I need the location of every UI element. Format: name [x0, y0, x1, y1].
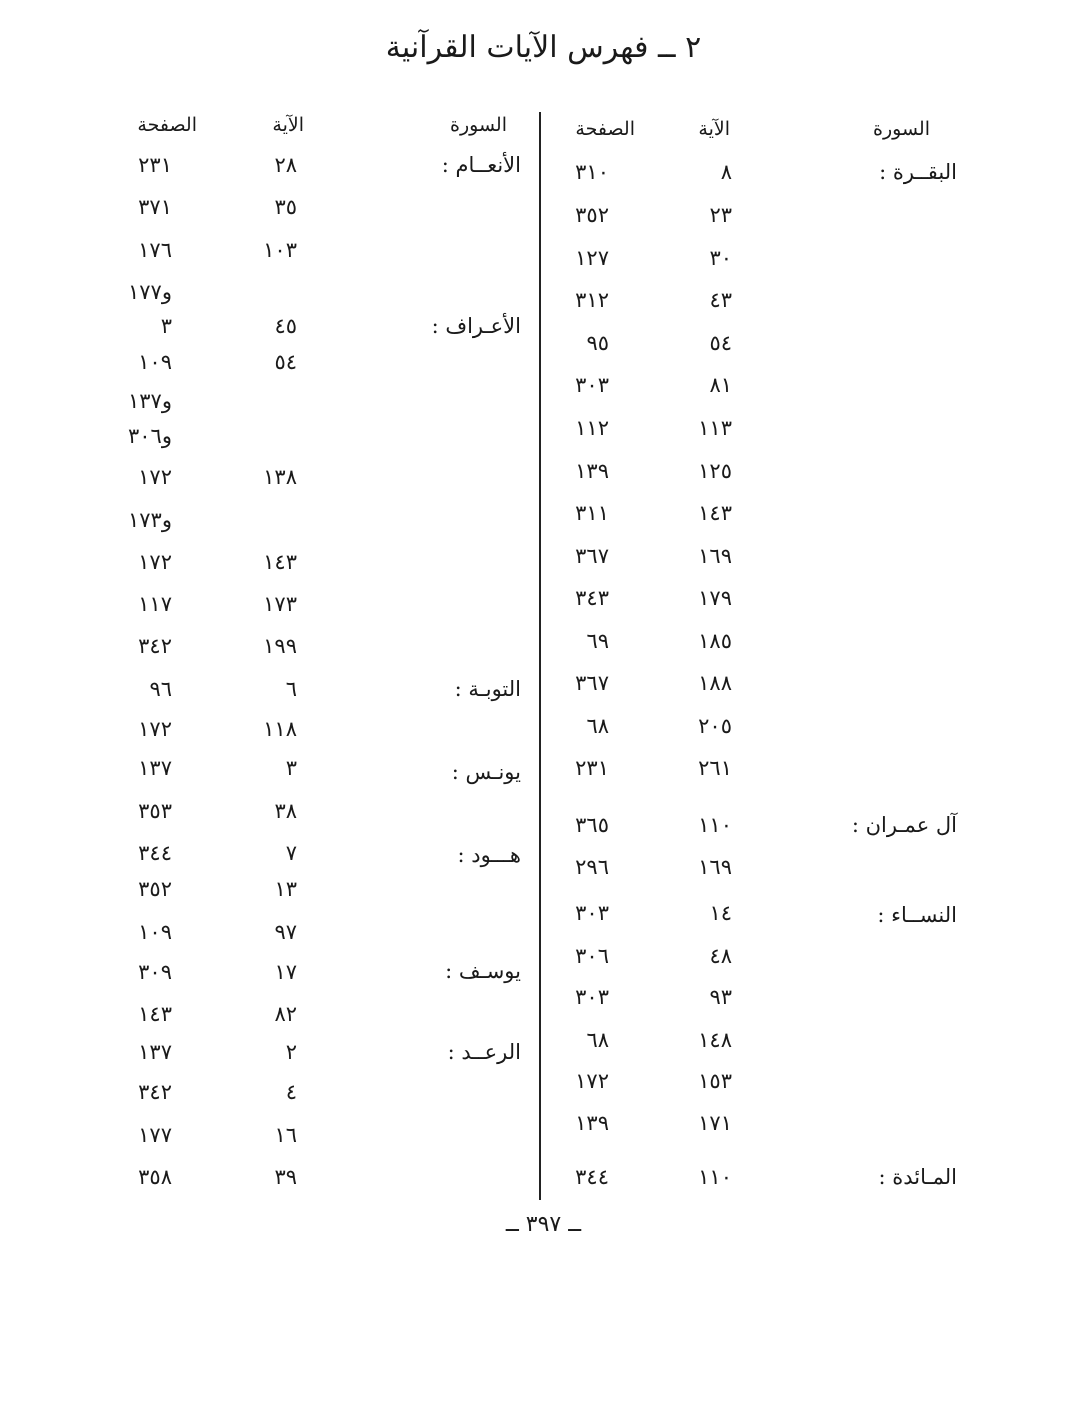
ayah-number: ٤: [285, 1080, 297, 1104]
page-number-cell: ١٧٢: [575, 1069, 609, 1093]
header-surah-right: السورة: [873, 118, 930, 140]
ayah-number: ١٤: [709, 901, 732, 925]
ayah-number: ١٢٥: [698, 459, 732, 483]
page-number-cell: ٣: [160, 314, 172, 338]
page-number-cell: ٦٩: [586, 629, 609, 653]
page-number-cell: و٣٠٦: [128, 424, 172, 448]
page-number-cell: ٣٠٣: [575, 901, 609, 925]
page-number-cell: ٩٥: [586, 331, 609, 355]
ayah-number: ١٧١: [698, 1111, 732, 1135]
page-number-cell: ٣١٢: [575, 288, 609, 312]
page-title: ٢ ــ فهرس الآيات القرآنية: [385, 30, 702, 65]
surah-name: البقــرة :: [879, 160, 957, 184]
ayah-number: ٢٣: [709, 203, 732, 227]
page-number-cell: ٣٠٣: [575, 985, 609, 1009]
ayah-number: ٨١: [709, 373, 732, 397]
ayah-number: ١٦٩: [698, 855, 732, 879]
page-number-cell: و١٣٧: [128, 389, 172, 413]
ayah-number: ١٧: [274, 960, 297, 984]
page-number-cell: ٣٥٢: [138, 877, 172, 901]
page-number-cell: ٣٠٦: [575, 944, 609, 968]
header-page-left: الصفحة: [137, 114, 197, 136]
ayah-number: ٢٨: [274, 153, 297, 177]
surah-name: الأنعــام :: [441, 153, 521, 177]
ayah-number: ١٤٨: [698, 1028, 732, 1052]
ayah-number: ٦: [285, 677, 297, 701]
page-number-cell: ٣٥٣: [138, 799, 172, 823]
page-number-cell: ١٣٧: [138, 1040, 172, 1064]
ayah-number: ٥٤: [709, 331, 732, 355]
page-number-cell: ١٣٧: [138, 756, 172, 780]
header-surah-left: السورة: [450, 114, 507, 136]
page-number-cell: ٣٧١: [138, 195, 172, 219]
surah-name: الرعــد :: [447, 1040, 521, 1064]
ayah-number: ١١٠: [698, 1165, 732, 1189]
ayah-number: ١٥٣: [698, 1069, 732, 1093]
page-number-cell: و١٧٣: [128, 508, 172, 532]
page-number-cell: ٣١٠: [575, 160, 609, 184]
page-number-cell: ٣٦٧: [575, 544, 609, 568]
surah-name: النســاء :: [877, 903, 957, 927]
page-number-cell: ٢٩٦: [575, 855, 609, 879]
ayah-number: ١٩٩: [263, 634, 297, 658]
ayah-number: ٨٢: [274, 1002, 297, 1026]
ayah-number: ١١٨: [263, 717, 297, 741]
page-number-cell: ١٠٩: [138, 920, 172, 944]
ayah-number: ١٧٩: [698, 586, 732, 610]
page-number-cell: ١٧٢: [138, 717, 172, 741]
page-number-cell: ٦٨: [586, 714, 609, 738]
ayah-number: ٤٨: [709, 944, 732, 968]
ayah-number: ٩٣: [709, 985, 732, 1009]
ayah-number: ١٣٨: [263, 465, 297, 489]
surah-name: هـــود :: [457, 843, 521, 867]
header-ayah-right: الآية: [698, 118, 730, 140]
ayah-number: ١١٠: [698, 813, 732, 837]
ayah-number: ١٨٥: [698, 629, 732, 653]
page-number-cell: ٣٤٢: [138, 1080, 172, 1104]
surah-name: المـائدة :: [878, 1165, 957, 1189]
ayah-number: ١٨٨: [698, 671, 732, 695]
ayah-number: ٣٩: [274, 1165, 297, 1189]
page-number-cell: ٢٣١: [138, 153, 172, 177]
ayah-number: ١٦٩: [698, 544, 732, 568]
ayah-number: ٤٥: [274, 314, 297, 338]
page-number-cell: ١٣٩: [575, 459, 609, 483]
header-page-right: الصفحة: [575, 118, 635, 140]
page-number-cell: ١١٧: [138, 592, 172, 616]
page-number-cell: ٣٤٤: [138, 841, 172, 865]
page-number-cell: ٩٦: [149, 677, 172, 701]
page-number-cell: ٦٨: [586, 1028, 609, 1052]
page-number-cell: ٣٥٨: [138, 1165, 172, 1189]
page-number-cell: ١٧٦: [138, 238, 172, 262]
page-number-cell: ١٣٩: [575, 1111, 609, 1135]
page-number-cell: ٣١١: [575, 501, 609, 525]
ayah-number: ٣: [285, 756, 297, 780]
ayah-number: ١٦: [274, 1123, 297, 1147]
page-number-cell: ١١٢: [575, 416, 609, 440]
ayah-number: ٩٧: [274, 920, 297, 944]
page-number-cell: ٣٠٣: [575, 373, 609, 397]
ayah-number: ٣٥: [274, 195, 297, 219]
page-number-cell: ٣٤٢: [138, 634, 172, 658]
page-number-cell: ٣٥٢: [575, 203, 609, 227]
ayah-number: ٢٦١: [698, 756, 732, 780]
surah-name: آل عمـران :: [851, 813, 957, 837]
ayah-number: ١٤٣: [698, 501, 732, 525]
ayah-number: ٢٠٥: [698, 714, 732, 738]
page-number-cell: ٣٤٤: [575, 1165, 609, 1189]
ayah-number: ٤٣: [709, 288, 732, 312]
ayah-number: ١٤٣: [263, 550, 297, 574]
page-number-cell: ١٢٧: [575, 246, 609, 270]
page-number-cell: ١٧٢: [138, 465, 172, 489]
page-number-cell: ٣٦٧: [575, 671, 609, 695]
page-number-cell: ١٤٣: [138, 1002, 172, 1026]
surah-name: التوبـة :: [454, 677, 521, 701]
ayah-number: ٣٠: [709, 246, 732, 270]
ayah-number: ٨: [720, 160, 732, 184]
page-number-cell: ٢٣١: [575, 756, 609, 780]
surah-name: يونـس :: [451, 760, 521, 784]
surah-name: يوسـف :: [445, 959, 521, 983]
header-ayah-left: الآية: [272, 114, 304, 136]
page-number-cell: ١٠٩: [138, 350, 172, 374]
ayah-number: ١٣: [274, 877, 297, 901]
ayah-number: ٧: [285, 841, 297, 865]
page-number-cell: و١٧٧: [128, 280, 172, 304]
page-number-cell: ١٧٧: [138, 1123, 172, 1147]
ayah-number: ١١٣: [698, 416, 732, 440]
page-number-cell: ٣٠٩: [138, 960, 172, 984]
ayah-number: ٣٨: [274, 799, 297, 823]
column-divider: [539, 112, 541, 1200]
surah-name: الأعـراف :: [431, 314, 521, 338]
page-number-cell: ٣٤٣: [575, 586, 609, 610]
ayah-number: ١٧٣: [263, 592, 297, 616]
page-number: ــ ٣٩٧ ــ: [505, 1212, 582, 1237]
ayah-number: ٢: [285, 1040, 297, 1064]
page-number-cell: ١٧٢: [138, 550, 172, 574]
ayah-number: ٥٤: [274, 350, 297, 374]
page-number-cell: ٣٦٥: [575, 813, 609, 837]
ayah-number: ١٠٣: [263, 238, 297, 262]
